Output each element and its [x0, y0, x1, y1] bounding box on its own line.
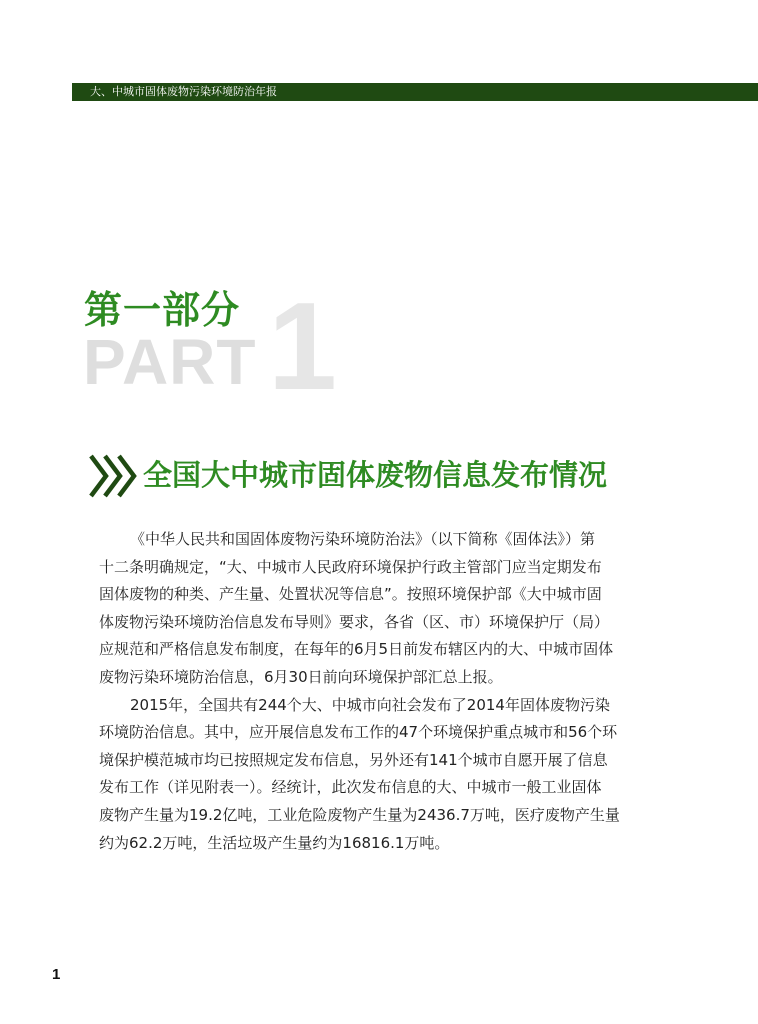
paragraph-1-line: 固体废物的种类、产生量、处置状况等信息”。按照环境保护部《大中城市固	[99, 585, 602, 604]
paragraph-2-line: 约为62.2万吨，生活垃圾产生量约为16816.1万吨。	[99, 833, 450, 852]
paragraph-2-line: 2015年，全国共有244个大、中城市向社会发布了2014年固体废物污染	[130, 695, 610, 714]
part-title-english: PART	[83, 326, 257, 398]
paragraph-1-line: 应规范和严格信息发布制度，在每年的6月5日前发布辖区内的大、中城市固体	[99, 640, 614, 659]
paragraph-1-line: 废物污染环境防治信息，6月30日前向环境保护部汇总上报。	[99, 667, 503, 686]
paragraph-1-line: 十二条明确规定，“大、中城市人民政府环境保护行政主管部门应当定期发布	[99, 557, 602, 576]
paragraph-2-line: 境保护模范城市均已按照规定发布信息，另外还有141个城市自愿开展了信息	[99, 750, 608, 769]
paragraph-2-line: 环境防治信息。其中，应开展信息发布工作的47个环境保护重点城市和56个环	[99, 723, 618, 742]
triple-chevron-right-icon	[89, 453, 141, 499]
paragraph-1-line: 体废物污染环境防治信息发布导则》要求，各省（区、市）环境保护厅（局）	[99, 612, 610, 631]
page-number: 1	[52, 966, 61, 983]
running-header-title: 大、中城市固体废物污染环境防治年报	[90, 85, 277, 98]
paragraph-2-line: 废物产生量为19.2亿吨，工业危险废物产生量为2436.7万吨，医疗废物产生量	[99, 805, 620, 824]
part-number: 1	[268, 278, 337, 416]
section-title: 全国大中城市固体废物信息发布情况	[143, 458, 608, 492]
body-text	[99, 526, 659, 857]
paragraph-2-line: 发布工作（详见附表一）。经统计，此次发布信息的大、中城市一般工业固体	[99, 778, 602, 797]
part-title-chinese: 第一部分	[84, 288, 241, 332]
paragraph-1-line: 《中华人民共和国固体废物污染环境防治法》（以下简称《固体法》）第	[130, 530, 596, 548]
header-bar	[72, 83, 758, 101]
